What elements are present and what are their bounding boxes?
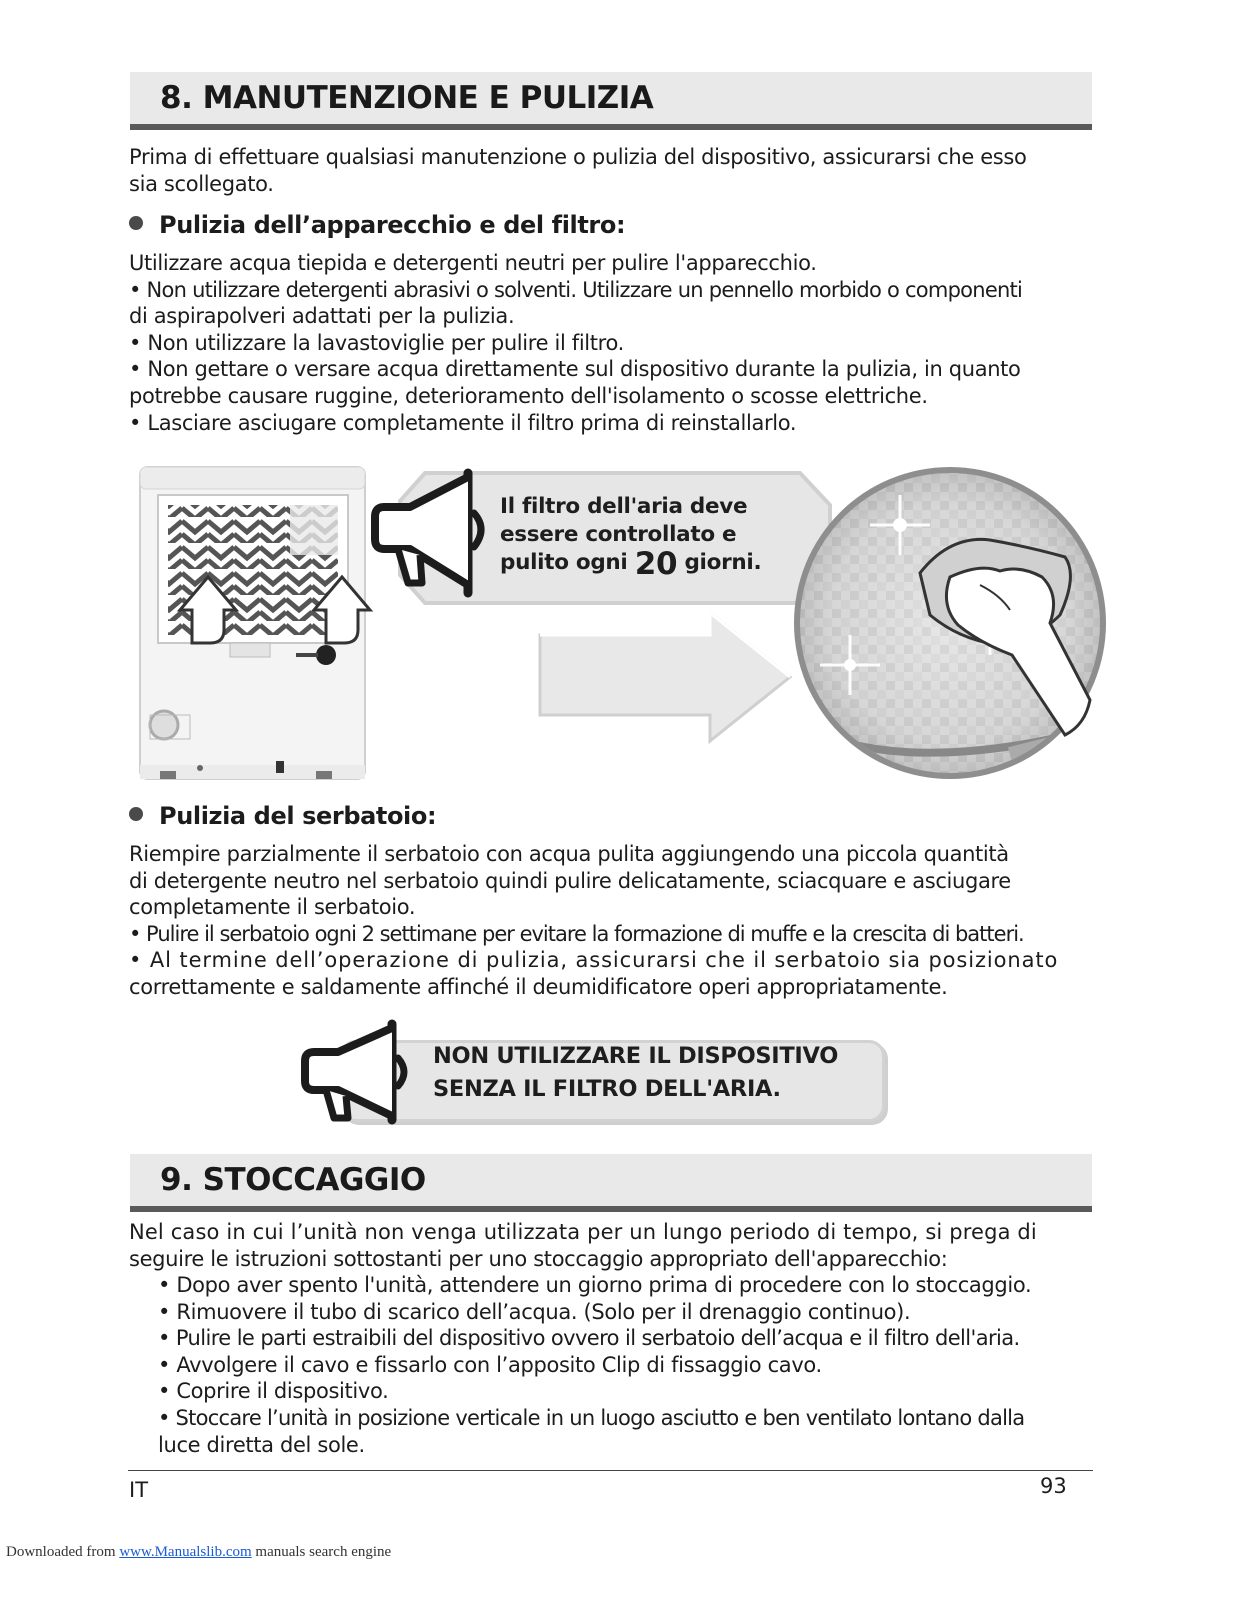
section-8-intro bbox=[129, 144, 1093, 197]
section-8-title: 8. MANUTENZIONE E PULIZIA bbox=[160, 80, 654, 116]
storage-item: • Rimuovere il tubo di scarico dell’acqua. (Solo per il drenaggio continuo). bbox=[158, 1299, 911, 1324]
callout-warning-text bbox=[433, 1040, 838, 1106]
filter-text-line: • Non gettare o versare acqua direttamente sul dispositivo durante la pulizia, in quanto bbox=[129, 357, 1021, 382]
tank-text-line: completamente il serbatoio. bbox=[129, 895, 416, 920]
footer-language: IT bbox=[129, 1478, 149, 1502]
storage-list bbox=[158, 1272, 1093, 1458]
footer-divider bbox=[128, 1470, 1093, 1471]
intro-line: Prima di effettuare qualsiasi manutenzione o pulizia del dispositivo, assicurarsi che esso bbox=[129, 145, 1027, 169]
intro-line: seguire le istruzioni sottostanti per uno stoccaggio appropriato dell'apparecchio: bbox=[129, 1246, 948, 1271]
filter-text-line: • Non utilizzare la lavastoviglie per pulire il filtro. bbox=[129, 330, 624, 355]
filter-cleaning-text bbox=[129, 250, 1093, 436]
storage-item: luce diretta del sole. bbox=[158, 1432, 365, 1457]
arrow-right-icon bbox=[540, 613, 790, 741]
download-note bbox=[6, 1544, 391, 1561]
tank-heading-text: Pulizia del serbatoio: bbox=[159, 802, 437, 830]
megaphone-icon bbox=[300, 1018, 420, 1128]
filter-cleaning-heading bbox=[129, 211, 625, 239]
download-prefix: Downloaded from bbox=[6, 1544, 120, 1560]
callout-line bbox=[500, 546, 762, 582]
callout-line-pre: pulito ogni bbox=[500, 550, 628, 575]
filter-text-line: Utilizzare acqua tiepida e detergenti neutri per pulire l'apparecchio. bbox=[129, 251, 817, 275]
bullet-dot-icon bbox=[129, 216, 143, 230]
tank-cleaning-text bbox=[129, 841, 1093, 1001]
warning-line: SENZA IL FILTRO DELL'ARIA. bbox=[433, 1076, 781, 1102]
tank-cleaning-heading bbox=[129, 802, 436, 830]
callout-no-filter-warning bbox=[300, 1018, 900, 1138]
tank-text-line: di detergente neutro nel serbatoio quindi pulire delicatamente, sciacquare e asciugare bbox=[129, 868, 1011, 893]
download-suffix: manuals search engine bbox=[251, 1544, 392, 1560]
intro-line: Nel caso in cui l’unità non venga utilizzata per un lungo periodo di tempo, si prega di bbox=[129, 1220, 1037, 1244]
section-9-intro bbox=[129, 1219, 1093, 1272]
filter-text-line: potrebbe causare ruggine, deterioramento dell'isolamento o scosse elettriche. bbox=[129, 383, 928, 408]
filter-text-line: di aspirapolveri adattati per la pulizia. bbox=[129, 304, 515, 329]
storage-item: • Pulire le parti estraibili del dispositivo ovvero il serbatoio dell’acqua e il filtro dell'aria. bbox=[158, 1326, 1020, 1351]
callout-filter-text bbox=[500, 493, 762, 582]
callout-line-post: giorni. bbox=[684, 550, 762, 575]
manualslib-link[interactable]: www.Manualslib.com bbox=[119, 1544, 252, 1560]
filter-text-line: • Non utilizzare detergenti abrasivi o solventi. Utilizzare un pennello morbido o componenti bbox=[129, 277, 1023, 302]
bullet-dot-icon bbox=[129, 807, 143, 821]
tank-text-line: Riempire parzialmente il serbatoio con acqua pulita aggiungendo una piccola quantità bbox=[129, 842, 1009, 866]
filter-cleaning-illustration bbox=[130, 465, 1120, 800]
section-9-title: 9. STOCCAGGIO bbox=[160, 1162, 426, 1198]
filter-heading-text: Pulizia dell’apparecchio e del filtro: bbox=[159, 211, 626, 239]
warning-line: NON UTILIZZARE IL DISPOSITIVO bbox=[433, 1043, 839, 1069]
tank-text-line: • Al termine dell’operazione di pulizia, assicurarsi che il serbatoio sia posizionato bbox=[129, 948, 1059, 973]
storage-item: • Coprire il dispositivo. bbox=[158, 1379, 389, 1404]
callout-line: Il filtro dell'aria deve bbox=[500, 494, 748, 519]
tank-text-line: • Pulire il serbatoio ogni 2 settimane per evitare la formazione di muffe e la crescita di batteri. bbox=[129, 921, 1024, 946]
filter-text-line: • Lasciare asciugare completamente il filtro prima di reinstallarlo. bbox=[129, 410, 797, 435]
tank-text-line: correttamente e saldamente affinché il deumidificatore operi appropriatamente. bbox=[129, 974, 948, 999]
storage-item: • Dopo aver spento l'unità, attendere un giorno prima di procedere con lo stoccaggio. bbox=[158, 1273, 1032, 1297]
storage-item: • Stoccare l’unità in posizione verticale in un luogo asciutto e ben ventilato lontano dalla bbox=[158, 1405, 1025, 1430]
page-number: 93 bbox=[1040, 1474, 1067, 1498]
intro-line: sia scollegato. bbox=[129, 171, 274, 196]
section-8-header bbox=[130, 72, 1092, 130]
callout-days: 20 bbox=[634, 546, 678, 582]
section-9-header bbox=[130, 1154, 1092, 1212]
callout-line: essere controllato e bbox=[500, 522, 737, 547]
storage-item: • Avvolgere il cavo e fissarlo con l’apposito Clip di fissaggio cavo. bbox=[158, 1352, 822, 1377]
